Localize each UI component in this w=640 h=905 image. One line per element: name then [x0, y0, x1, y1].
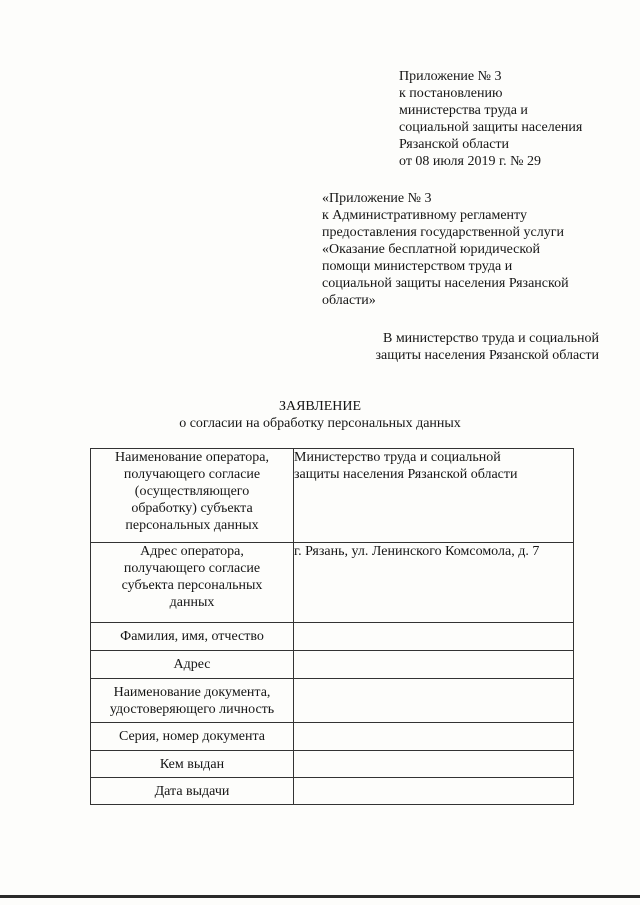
addressee-line: В министерство труда и социальной [382, 331, 599, 346]
scan-edge-line [0, 895, 640, 898]
label-line: удостоверяющего личность [109, 701, 275, 717]
consent-table [90, 448, 574, 805]
annex-line: от 08 июля 2019 г. № 29 [399, 154, 541, 169]
regulation-line: «Оказание бесплатной юридической [322, 242, 540, 257]
label-line: Кем выдан [159, 756, 225, 772]
label-line: Фамилия, имя, отчество [120, 629, 264, 644]
resolution-annex-header [399, 68, 582, 170]
annex-line: Приложение № 3 [399, 69, 502, 84]
table-row [91, 651, 574, 679]
row-value [294, 651, 574, 679]
row-label [91, 723, 294, 751]
regulation-line: «Приложение № 3 [322, 191, 432, 206]
regulation-line: социальной защиты населения Рязанской [322, 276, 569, 291]
label-line: Наименование оператора, [115, 450, 269, 465]
row-label [91, 778, 294, 805]
value-line: г. Рязань, ул. Ленинского Комсомола, д. 7 [294, 544, 540, 559]
annex-line: Рязанской области [399, 137, 510, 152]
label-line: получающего согласие [123, 561, 261, 576]
addressee [376, 330, 600, 364]
label-line: Адрес [173, 657, 211, 672]
row-value [294, 723, 574, 751]
table-row [91, 723, 574, 751]
label-line: персональных данных [125, 518, 259, 533]
value-line: Министерство труда и социальной [294, 450, 501, 465]
row-value [294, 778, 574, 805]
row-value [294, 751, 574, 778]
row-label [91, 751, 294, 778]
row-value [294, 623, 574, 651]
row-label [91, 651, 294, 679]
statement-title: ЗАЯВЛЕНИЕ [278, 399, 362, 414]
label-line: Серия, номер документа [118, 729, 266, 744]
label-line: (осуществляющего [134, 484, 250, 499]
statement-subtitle: о согласии на обработку персональных данных [179, 416, 461, 431]
table-row [91, 543, 574, 623]
label-line: субъекта персональных [121, 578, 263, 593]
row-value [294, 543, 574, 623]
annex-line: к постановлению [399, 86, 503, 101]
regulation-line: к Административному регламенту [322, 208, 527, 223]
regulation-line: предоставления государственной услуги [322, 225, 564, 240]
addressee-line: защиты населения Рязанской области [375, 348, 599, 363]
row-label [91, 449, 294, 543]
table-row [91, 623, 574, 651]
regulation-annex-header [322, 190, 569, 309]
annex-line: социальной защиты населения [399, 120, 583, 135]
label-line: Дата выдачи [154, 783, 230, 799]
row-label [91, 543, 294, 623]
table-row [91, 679, 574, 723]
table-row [91, 778, 574, 805]
label-line: получающего согласие [123, 467, 261, 482]
label-line: Наименование документа, [113, 684, 271, 700]
table-row [91, 449, 574, 543]
row-value [294, 449, 574, 543]
regulation-line: помощи министерством труда и [322, 259, 513, 274]
row-label [91, 623, 294, 651]
row-value [294, 679, 574, 723]
row-label [91, 679, 294, 723]
value-line: защиты населения Рязанской области [294, 467, 518, 482]
table-row [91, 751, 574, 778]
label-line: данных [169, 595, 215, 610]
regulation-line: области» [322, 293, 376, 308]
label-line: Адрес оператора, [140, 544, 244, 559]
label-line: обработку) субъекта [131, 501, 253, 516]
annex-line: министерства труда и [399, 103, 528, 118]
